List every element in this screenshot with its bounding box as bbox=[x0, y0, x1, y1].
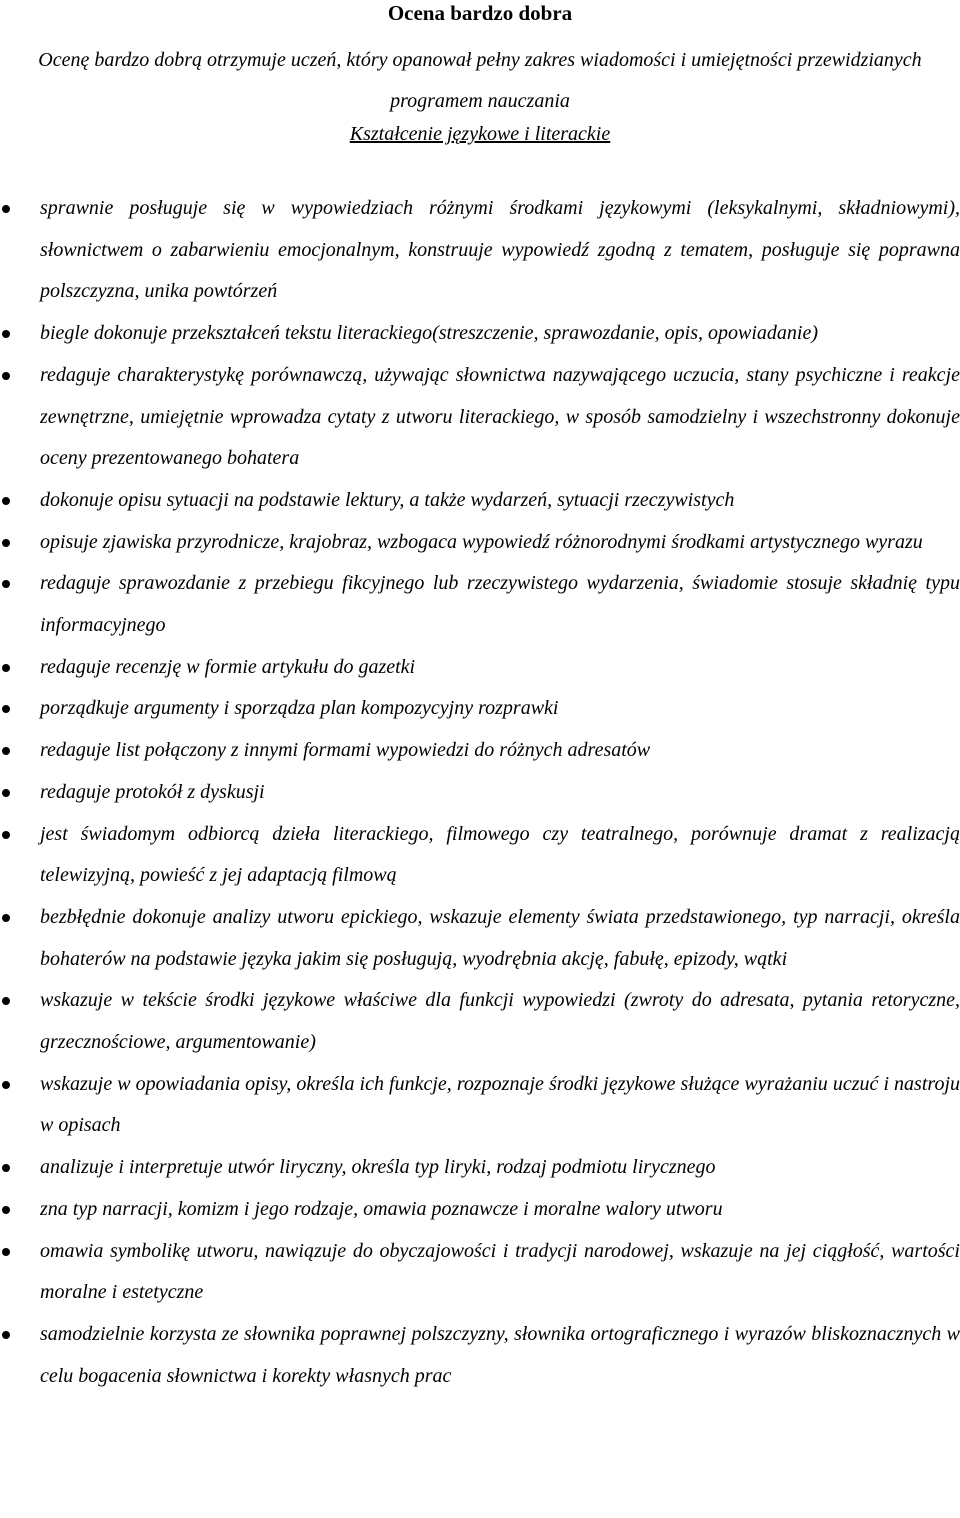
list-item bbox=[0, 1231, 960, 1314]
section-heading: Kształcenie językowe i literackie bbox=[349, 123, 611, 145]
list-item-text: redaguje protokół z dyskusji bbox=[40, 780, 265, 803]
bullet-icon bbox=[2, 914, 10, 922]
list-item-text: analizuje i interpretuje utwór liryczny, określa typ liryki, rodzaj podmiotu lirycznego bbox=[40, 1156, 716, 1179]
list-item-text: wskazuje w tekście środki językowe właściwe dla funkcji wypowiedzi (zwroty do adresata, pytania retoryczne, grzecznościowe, argumentowanie) bbox=[40, 989, 960, 1054]
list-item-text: opisuje zjawiska przyrodnicze, krajobraz, wzbogaca wypowiedź różnorodnymi środkami artystycznego wyrazu bbox=[40, 530, 923, 553]
bullet-icon bbox=[2, 372, 10, 380]
requirements-list bbox=[0, 188, 960, 1397]
bullet-icon bbox=[2, 1081, 10, 1089]
list-item bbox=[0, 355, 960, 480]
list-item bbox=[0, 1189, 960, 1231]
list-item-text: redaguje recenzję w formie artykułu do gazetki bbox=[40, 655, 416, 678]
list-item-text: jest świadomym odbiorcą dzieła literackiego, filmowego czy teatralnego, porównuje dramat z realizacją telewizyjną, powieść z jej adaptacją filmową bbox=[40, 822, 960, 887]
bullet-icon bbox=[2, 1206, 10, 1214]
list-item-text: omawia symbolikę utworu, nawiązuje do obyczajowości i tradycji narodowej, wskazuje na jej ciągłość, wartości moralne i estetyczne bbox=[40, 1239, 960, 1304]
list-item-text: wskazuje w opowiadania opisy, określa ich funkcje, rozpoznaje środki językowe służące wyrażaniu uczuć i nastroju w opisach bbox=[40, 1072, 960, 1137]
list-item bbox=[0, 522, 960, 564]
bullet-icon bbox=[2, 205, 10, 213]
bullet-icon bbox=[2, 747, 10, 755]
list-item bbox=[0, 688, 960, 730]
bullet-icon bbox=[2, 997, 10, 1005]
list-item-text: zna typ narracji, komizm i jego rodzaje, omawia poznawcze i moralne walory utworu bbox=[40, 1197, 723, 1220]
bullet-icon bbox=[2, 831, 10, 839]
list-item bbox=[0, 188, 960, 313]
list-item-text: redaguje charakterystykę porównawczą, używając słownictwa nazywającego uczucia, stany psychiczne i reakcje zewnętrzne, umiejętnie wprowadza cytaty z utworu literackiego, w sposób samodzielny i wszechstronny dokonuje oceny prezentowanego bohatera bbox=[40, 363, 960, 470]
bullet-icon bbox=[2, 330, 10, 338]
list-item-text: sprawnie posługuje się w wypowiedziach różnymi środkami językowymi (leksykalnymi, składniowymi), słownictwem o zabarwieniu emocjonalnym, konstruuje wypowiedź zgodną z tematem, posługuje się poprawna polszczyzna, unika powtórzeń bbox=[40, 197, 960, 303]
page-title: Ocena bardzo dobra bbox=[387, 1, 573, 25]
list-item-text: bezbłędnie dokonuje analizy utworu epickiego, wskazuje elementy świata przedstawionego, typ narracji, określa bohaterów na podstawie języka jakim się posługują, wyodrębnia akcję, fabułę, epizody, wątki bbox=[40, 905, 960, 970]
list-item bbox=[0, 1147, 960, 1189]
list-item-text: redaguje sprawozdanie z przebiegu fikcyjnego lub rzeczywistego wydarzenia, świadomie stosuje składnię typu informacyjnego bbox=[40, 572, 960, 637]
list-item-text: porządkuje argumenty i sporządza plan kompozycyjny rozprawki bbox=[40, 697, 559, 720]
bullet-icon bbox=[2, 539, 10, 547]
list-item bbox=[0, 563, 960, 646]
bullet-icon bbox=[2, 705, 10, 713]
bullet-icon bbox=[2, 789, 10, 797]
list-item bbox=[0, 313, 960, 355]
list-item bbox=[0, 897, 960, 980]
list-item-text: samodzielnie korzysta ze słownika poprawnej polszczyzny, słownika ortograficznego i wyrazów bliskoznacznych w celu bogacenia słownictwa i korekty własnych prac bbox=[40, 1322, 960, 1387]
list-item bbox=[0, 1064, 960, 1147]
list-item bbox=[0, 772, 960, 814]
list-item-text: dokonuje opisu sytuacji na podstawie lektury, a także wydarzeń, sytuacji rzeczywistych bbox=[40, 488, 735, 511]
list-item bbox=[0, 1314, 960, 1397]
list-item bbox=[0, 647, 960, 689]
intro-paragraph: Ocenę bardzo dobrą otrzymuje uczeń, który opanował pełny zakres wiadomości i umiejętności przewidzianych programem nauczania bbox=[38, 49, 922, 112]
bullet-icon bbox=[2, 1248, 10, 1256]
list-item bbox=[0, 730, 960, 772]
list-item bbox=[0, 480, 960, 522]
bullet-icon bbox=[2, 497, 10, 505]
bullet-icon bbox=[2, 664, 10, 672]
bullet-icon bbox=[2, 1331, 10, 1339]
list-item-text: redaguje list połączony z innymi formami wypowiedzi do różnych adresatów bbox=[40, 739, 651, 762]
bullet-icon bbox=[2, 580, 10, 588]
list-item bbox=[0, 814, 960, 897]
list-item-text: biegle dokonuje przekształceń tekstu literackiego(streszczenie, sprawozdanie, opis, opowiadanie) bbox=[40, 322, 819, 345]
list-item bbox=[0, 980, 960, 1063]
bullet-icon bbox=[2, 1164, 10, 1172]
